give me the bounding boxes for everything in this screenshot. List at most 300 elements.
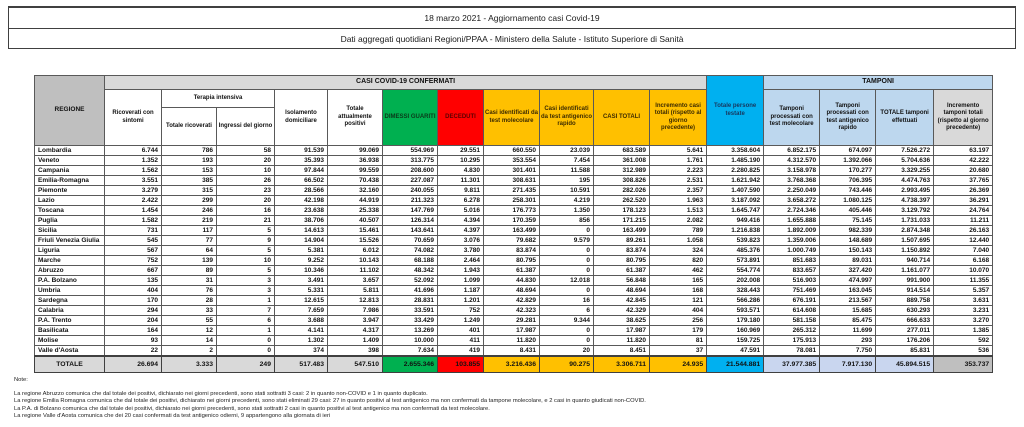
value-cell: 7.454 [540, 156, 594, 166]
covid-data-table [34, 75, 993, 373]
value-cell: 485.376 [707, 246, 764, 256]
value-cell: 12.813 [328, 296, 383, 306]
value-cell: 3.657 [328, 276, 383, 286]
table-row [35, 156, 993, 166]
value-cell: 163.045 [820, 286, 876, 296]
value-cell: 90.275 [540, 356, 594, 373]
value-cell: 982.339 [820, 226, 876, 236]
value-cell: 14.904 [275, 236, 328, 246]
value-cell: 171.215 [594, 216, 650, 226]
table-body [35, 146, 993, 373]
value-cell: 7.040 [934, 246, 993, 256]
value-cell: 148.689 [820, 236, 876, 246]
value-cell: 37.765 [934, 176, 993, 186]
value-cell: 103.855 [438, 356, 484, 373]
value-cell: 1.892.009 [764, 226, 820, 236]
value-cell: 566.286 [707, 296, 764, 306]
header-dimessi-guariti: DIMESSI GUARITI [383, 90, 438, 146]
value-cell: 313.775 [383, 156, 438, 166]
value-cell: 170.277 [820, 166, 876, 176]
value-cell: 15.526 [328, 236, 383, 246]
value-cell: 74.082 [383, 246, 438, 256]
value-cell: 2.223 [650, 166, 707, 176]
value-cell: 56.848 [594, 276, 650, 286]
value-cell: 3.231 [934, 306, 993, 316]
value-cell: 36.938 [328, 156, 383, 166]
value-cell: 5.357 [934, 286, 993, 296]
value-cell: 4.397 [438, 226, 484, 236]
value-cell: 48.694 [594, 286, 650, 296]
value-cell: 33.429 [383, 316, 438, 326]
region-cell: Umbria [35, 286, 105, 296]
value-cell: 851.683 [764, 256, 820, 266]
value-cell: 374 [275, 346, 328, 357]
header-casi-test-molecolare: Casi identificati da test molecolare [484, 90, 540, 146]
region-cell: TOTALE [35, 356, 105, 373]
region-cell: Valle d'Aosta [35, 346, 105, 357]
table-row [35, 316, 993, 326]
value-cell: 9.811 [438, 186, 484, 196]
value-cell: 0 [540, 246, 594, 256]
value-cell: 33.591 [383, 306, 438, 316]
table-row [35, 336, 993, 346]
value-cell: 9.579 [540, 236, 594, 246]
value-cell: 1.359.006 [764, 236, 820, 246]
value-cell: 2.250.049 [764, 186, 820, 196]
value-cell: 0 [540, 286, 594, 296]
value-cell: 139 [162, 256, 217, 266]
value-cell: 3.187.092 [707, 196, 764, 206]
value-cell: 1.407.590 [707, 186, 764, 196]
value-cell: 15.685 [820, 306, 876, 316]
value-cell: 1.385 [934, 326, 993, 336]
value-cell: 683.589 [594, 146, 650, 156]
value-cell: 9.344 [540, 316, 594, 326]
table-row [35, 236, 993, 246]
value-cell: 554.969 [383, 146, 438, 156]
value-cell: 0 [540, 326, 594, 336]
value-cell: 405.446 [820, 206, 876, 216]
value-cell: 5.811 [328, 286, 383, 296]
header-totale-persone-testate: Totale persone testate [707, 76, 764, 146]
header-terapia-intensiva: Terapia intensiva [162, 90, 275, 108]
value-cell: 11.355 [934, 276, 993, 286]
value-cell: 7.986 [328, 306, 383, 316]
value-cell: 404 [105, 286, 162, 296]
value-cell: 2.422 [105, 196, 162, 206]
value-cell: 789 [650, 226, 707, 236]
value-cell: 11.588 [540, 166, 594, 176]
value-cell: 752 [105, 256, 162, 266]
value-cell: 89.031 [820, 256, 876, 266]
value-cell: 4.312.570 [764, 156, 820, 166]
value-cell: 2.655.346 [383, 356, 438, 373]
value-cell: 10 [217, 166, 275, 176]
value-cell: 3.631 [934, 296, 993, 306]
table-row [35, 256, 993, 266]
table-row [35, 206, 993, 216]
header-casi-test-antigenico: Casi identificati da test antigenico rapido [540, 90, 594, 146]
value-cell: 61.387 [484, 266, 540, 276]
value-cell: 666.633 [876, 316, 934, 326]
value-cell: 17.987 [484, 326, 540, 336]
value-cell: 24.935 [650, 356, 707, 373]
table-row [35, 286, 993, 296]
value-cell: 1.302 [275, 336, 328, 346]
value-cell: 1.150.892 [876, 246, 934, 256]
value-cell: 1.201 [438, 296, 484, 306]
table-header [35, 76, 993, 146]
value-cell: 0 [540, 266, 594, 276]
value-cell: 0 [217, 336, 275, 346]
value-cell: 20 [540, 346, 594, 357]
value-cell: 20 [217, 196, 275, 206]
value-cell: 545 [105, 236, 162, 246]
value-cell: 16 [540, 296, 594, 306]
value-cell: 55 [162, 316, 217, 326]
value-cell: 5 [217, 246, 275, 256]
value-cell: 3.491 [275, 276, 328, 286]
value-cell: 1.485.190 [707, 156, 764, 166]
value-cell: 293 [820, 336, 876, 346]
value-cell: 5.016 [438, 206, 484, 216]
value-cell: 42.845 [594, 296, 650, 306]
value-cell: 35.393 [275, 156, 328, 166]
value-cell: 256 [650, 316, 707, 326]
value-cell: 179 [650, 326, 707, 336]
value-cell: 12 [162, 326, 217, 336]
value-cell: 1.731.033 [876, 216, 934, 226]
value-cell: 135 [105, 276, 162, 286]
value-cell: 249 [217, 356, 275, 373]
value-cell: 1.080.125 [820, 196, 876, 206]
value-cell: 5.331 [275, 286, 328, 296]
value-cell: 202.008 [707, 276, 764, 286]
table-row [35, 346, 993, 357]
value-cell: 676.191 [764, 296, 820, 306]
value-cell: 8.451 [594, 346, 650, 357]
region-cell: Piemonte [35, 186, 105, 196]
value-cell: 83.874 [594, 246, 650, 256]
value-cell: 14.613 [275, 226, 328, 236]
value-cell: 1 [217, 296, 275, 306]
value-cell: 991.900 [876, 276, 934, 286]
header-group-casi-confermati: CASI COVID-19 CONFERMATI [105, 76, 707, 90]
value-cell: 4.474.763 [876, 176, 934, 186]
value-cell: 5.704.636 [876, 156, 934, 166]
value-cell: 17.987 [594, 326, 650, 336]
value-cell: 22 [105, 346, 162, 357]
value-cell: 5.381 [275, 246, 328, 256]
table-row [35, 196, 993, 206]
value-cell: 80.795 [484, 256, 540, 266]
table-row [35, 166, 993, 176]
value-cell: 1.409 [328, 336, 383, 346]
header-casi-totali: CASI TOTALI [594, 90, 650, 146]
value-cell: 213.567 [820, 296, 876, 306]
value-cell: 28 [162, 296, 217, 306]
value-cell: 5 [217, 266, 275, 276]
value-cell: 949.416 [707, 216, 764, 226]
value-cell: 2.280.825 [707, 166, 764, 176]
value-cell: 3.768.368 [764, 176, 820, 186]
value-cell: 117 [162, 226, 217, 236]
region-cell: P.A. Trento [35, 316, 105, 326]
value-cell: 1 [217, 326, 275, 336]
value-cell: 547.510 [328, 356, 383, 373]
value-cell: 1.761 [650, 156, 707, 166]
value-cell: 667 [105, 266, 162, 276]
table-row [35, 226, 993, 236]
value-cell: 68.188 [383, 256, 438, 266]
value-cell: 40.507 [328, 216, 383, 226]
value-cell: 143.641 [383, 226, 438, 236]
value-cell: 630.293 [876, 306, 934, 316]
value-cell: 1.963 [650, 196, 707, 206]
value-cell: 20.680 [934, 166, 993, 176]
value-cell: 10.070 [934, 266, 993, 276]
value-cell: 411 [438, 336, 484, 346]
value-cell: 1.058 [650, 236, 707, 246]
value-cell: 536 [934, 346, 993, 357]
value-cell: 2.531 [650, 176, 707, 186]
value-cell: 567 [105, 246, 162, 256]
value-cell: 147.769 [383, 206, 438, 216]
value-cell: 170 [105, 296, 162, 306]
header-incremento-casi: Incremento casi totali (rispetto al giorno precedente) [650, 90, 707, 146]
value-cell: 1.000.749 [764, 246, 820, 256]
value-cell: 592 [934, 336, 993, 346]
value-cell: 28.831 [383, 296, 438, 306]
value-cell: 63.197 [934, 146, 993, 156]
value-cell: 38.625 [594, 316, 650, 326]
value-cell: 517.483 [275, 356, 328, 373]
value-cell: 2.464 [438, 256, 484, 266]
value-cell: 10.000 [383, 336, 438, 346]
value-cell: 195 [540, 176, 594, 186]
value-cell: 706.395 [820, 176, 876, 186]
value-cell: 1.621.942 [707, 176, 764, 186]
note-line: La P.A. di Bolzano comunica che dal totale dei positivi, dichiarato nei giorni precedenti, sono stati sottratti 2 casi in quanto positivi al test antigenico ma non confermati da test molecolare. [14, 405, 490, 412]
value-cell: 80.795 [594, 256, 650, 266]
value-cell: 20 [217, 156, 275, 166]
value-cell: 5 [217, 226, 275, 236]
value-cell: 76 [162, 286, 217, 296]
value-cell: 2.082 [650, 216, 707, 226]
value-cell: 889.758 [876, 296, 934, 306]
value-cell: 4.219 [540, 196, 594, 206]
notes-section [14, 377, 1004, 421]
value-cell: 1.392.066 [820, 156, 876, 166]
value-cell: 1.099 [438, 276, 484, 286]
value-cell: 4.394 [438, 216, 484, 226]
value-cell: 1.454 [105, 206, 162, 216]
value-cell: 11.211 [934, 216, 993, 226]
value-cell: 11.699 [820, 326, 876, 336]
value-cell: 23 [217, 186, 275, 196]
value-cell: 1.562 [105, 166, 162, 176]
value-cell: 3.333 [162, 356, 217, 373]
value-cell: 6.012 [328, 246, 383, 256]
value-cell: 9 [217, 236, 275, 246]
header-ingressi-giorno: Ingressi del giorno [217, 108, 275, 146]
value-cell: 0 [540, 336, 594, 346]
value-cell: 3.688 [275, 316, 328, 326]
value-cell: 3 [217, 276, 275, 286]
region-cell: Lazio [35, 196, 105, 206]
value-cell: 4.830 [438, 166, 484, 176]
value-cell: 308.826 [594, 176, 650, 186]
value-cell: 3.076 [438, 236, 484, 246]
value-cell: 1.655.888 [764, 216, 820, 226]
value-cell: 282.026 [594, 186, 650, 196]
value-cell: 13.269 [383, 326, 438, 336]
value-cell: 1.582 [105, 216, 162, 226]
value-cell: 208.600 [383, 166, 438, 176]
value-cell: 353.554 [484, 156, 540, 166]
value-cell: 385 [162, 176, 217, 186]
value-cell: 165 [650, 276, 707, 286]
value-cell: 0 [217, 346, 275, 357]
note-line: La regione Valle d'Aosta comunica che dei 20 casi confermati da test antigenico odierni, 9 appartengono alla giornata di ieri [14, 413, 331, 420]
value-cell: 7.917.130 [820, 356, 876, 373]
value-cell: 26 [217, 176, 275, 186]
value-cell: 48.694 [484, 286, 540, 296]
value-cell: 4.141 [275, 326, 328, 336]
value-cell: 324 [650, 246, 707, 256]
header-isolamento-domiciliare: Isolamento domiciliare [275, 90, 328, 146]
value-cell: 10 [217, 256, 275, 266]
value-cell: 6.278 [438, 196, 484, 206]
value-cell: 47.591 [707, 346, 764, 357]
value-cell: 179.180 [707, 316, 764, 326]
value-cell: 126.314 [383, 216, 438, 226]
value-cell: 246 [162, 206, 217, 216]
value-cell: 164 [105, 326, 162, 336]
value-cell: 856 [540, 216, 594, 226]
value-cell: 277.011 [876, 326, 934, 336]
value-cell: 315 [162, 186, 217, 196]
value-cell: 99.559 [328, 166, 383, 176]
value-cell: 33 [162, 306, 217, 316]
table-row [35, 216, 993, 226]
table-row [35, 296, 993, 306]
value-cell: 168 [650, 286, 707, 296]
value-cell: 32.160 [328, 186, 383, 196]
value-cell: 462 [650, 266, 707, 276]
value-cell: 1.187 [438, 286, 484, 296]
value-cell: 258.301 [484, 196, 540, 206]
value-cell: 64 [162, 246, 217, 256]
value-cell: 89.261 [594, 236, 650, 246]
value-cell: 25.338 [328, 206, 383, 216]
table-row [35, 306, 993, 316]
report-subtitle: Dati aggregati quotidiani Regioni/PPAA - Ministero della Salute - Istituto Superiore di Sanità [9, 28, 1015, 48]
value-cell: 2.357 [650, 186, 707, 196]
value-cell: 581.158 [764, 316, 820, 326]
region-cell: Puglia [35, 216, 105, 226]
value-cell: 36.291 [934, 196, 993, 206]
value-cell: 163.499 [484, 226, 540, 236]
value-cell: 79.682 [484, 236, 540, 246]
value-cell: 81 [650, 336, 707, 346]
title-box [8, 6, 1016, 49]
value-cell: 731 [105, 226, 162, 236]
table-row [35, 266, 993, 276]
value-cell: 299 [162, 196, 217, 206]
value-cell: 163.499 [594, 226, 650, 236]
value-cell: 2.724.346 [764, 206, 820, 216]
value-cell: 93 [105, 336, 162, 346]
value-cell: 42.829 [484, 296, 540, 306]
value-cell: 7.526.272 [876, 146, 934, 156]
value-cell: 419 [438, 346, 484, 357]
value-cell: 10.143 [328, 256, 383, 266]
table-row [35, 326, 993, 336]
value-cell: 176.773 [484, 206, 540, 216]
value-cell: 37 [650, 346, 707, 357]
value-cell: 193 [162, 156, 217, 166]
value-cell: 5.641 [650, 146, 707, 156]
table-row [35, 176, 993, 186]
value-cell: 3.329.255 [876, 166, 934, 176]
table-row [35, 276, 993, 286]
value-cell: 1.249 [438, 316, 484, 326]
value-cell: 44.919 [328, 196, 383, 206]
value-cell: 97.844 [275, 166, 328, 176]
note-line: La regione Emilia Romagna comunica che dal totale dei positivi, dichiarato nei giorni precedenti, sono stati eliminati 29 casi: 27 in quanto positivi al test antigenico ma non confermati da tampone molecolare, e 2 casi in quanto giudicati non-COVID. [14, 398, 646, 405]
report-title: 18 marzo 2021 - Aggiornamento casi Covid-19 [424, 13, 600, 23]
value-cell: 539.823 [707, 236, 764, 246]
value-cell: 6 [540, 306, 594, 316]
value-cell: 751.469 [764, 286, 820, 296]
value-cell: 3 [217, 286, 275, 296]
header-tamponi-antigenico: Tamponi processati con test antigenico rapido [820, 90, 876, 146]
value-cell: 940.714 [876, 256, 934, 266]
value-cell: 178.123 [594, 206, 650, 216]
header-regione: REGIONE [35, 76, 105, 146]
value-cell: 573.891 [707, 256, 764, 266]
value-cell: 85.831 [876, 346, 934, 357]
value-cell: 77 [162, 236, 217, 246]
value-cell: 85.475 [820, 316, 876, 326]
value-cell: 593.571 [707, 306, 764, 316]
value-cell: 175.913 [764, 336, 820, 346]
value-cell: 44.830 [484, 276, 540, 286]
value-cell: 401 [438, 326, 484, 336]
value-cell: 294 [105, 306, 162, 316]
value-cell: 42.323 [484, 306, 540, 316]
value-cell: 1.350 [540, 206, 594, 216]
value-cell: 21.544.881 [707, 356, 764, 373]
value-cell: 61.387 [594, 266, 650, 276]
value-cell: 23.638 [275, 206, 328, 216]
value-cell: 11.820 [594, 336, 650, 346]
value-cell: 1.352 [105, 156, 162, 166]
value-cell: 7.750 [820, 346, 876, 357]
value-cell: 1.507.695 [876, 236, 934, 246]
value-cell: 328.443 [707, 286, 764, 296]
region-cell: Abruzzo [35, 266, 105, 276]
value-cell: 219 [162, 216, 217, 226]
value-cell: 6.744 [105, 146, 162, 156]
value-cell: 12.440 [934, 236, 993, 246]
value-cell: 3.551 [105, 176, 162, 186]
value-cell: 12.018 [540, 276, 594, 286]
value-cell: 660.550 [484, 146, 540, 156]
region-cell: Campania [35, 166, 105, 176]
value-cell: 41.696 [383, 286, 438, 296]
